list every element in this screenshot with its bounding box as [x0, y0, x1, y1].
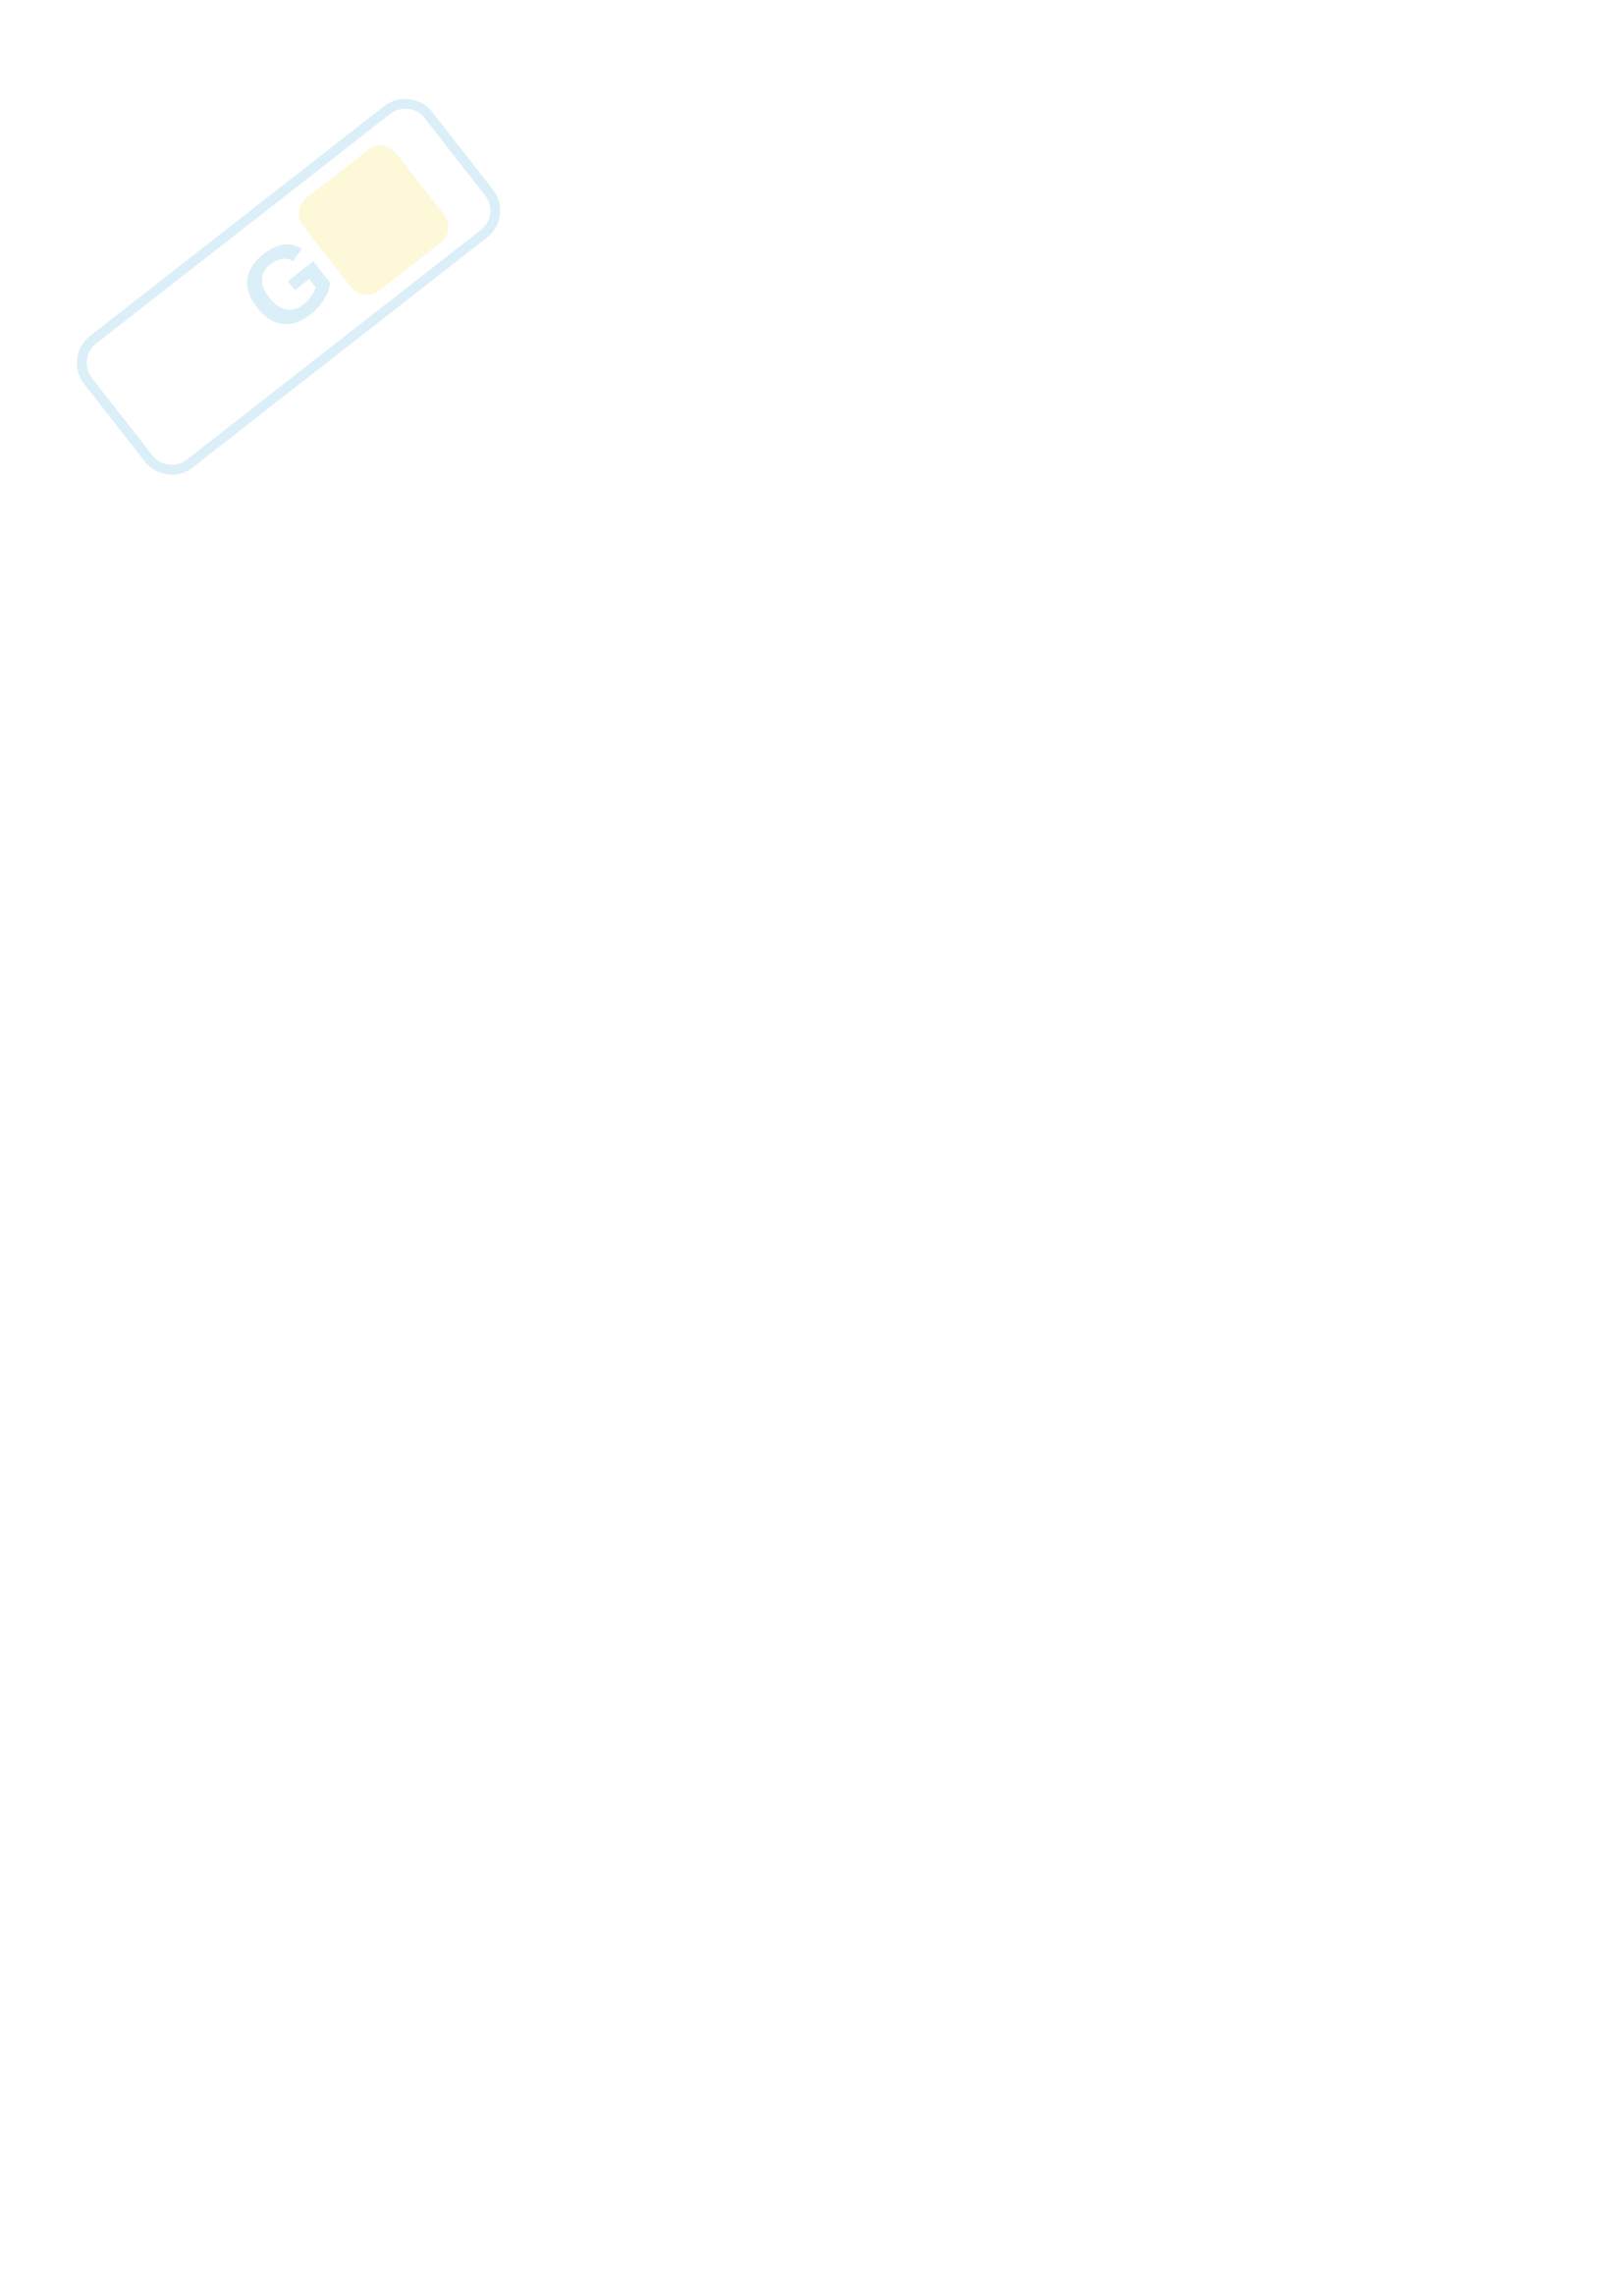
watermark-logo: [20, 39, 569, 550]
document-body: [193, 188, 1482, 216]
svg-text:G: G: [216, 211, 357, 358]
